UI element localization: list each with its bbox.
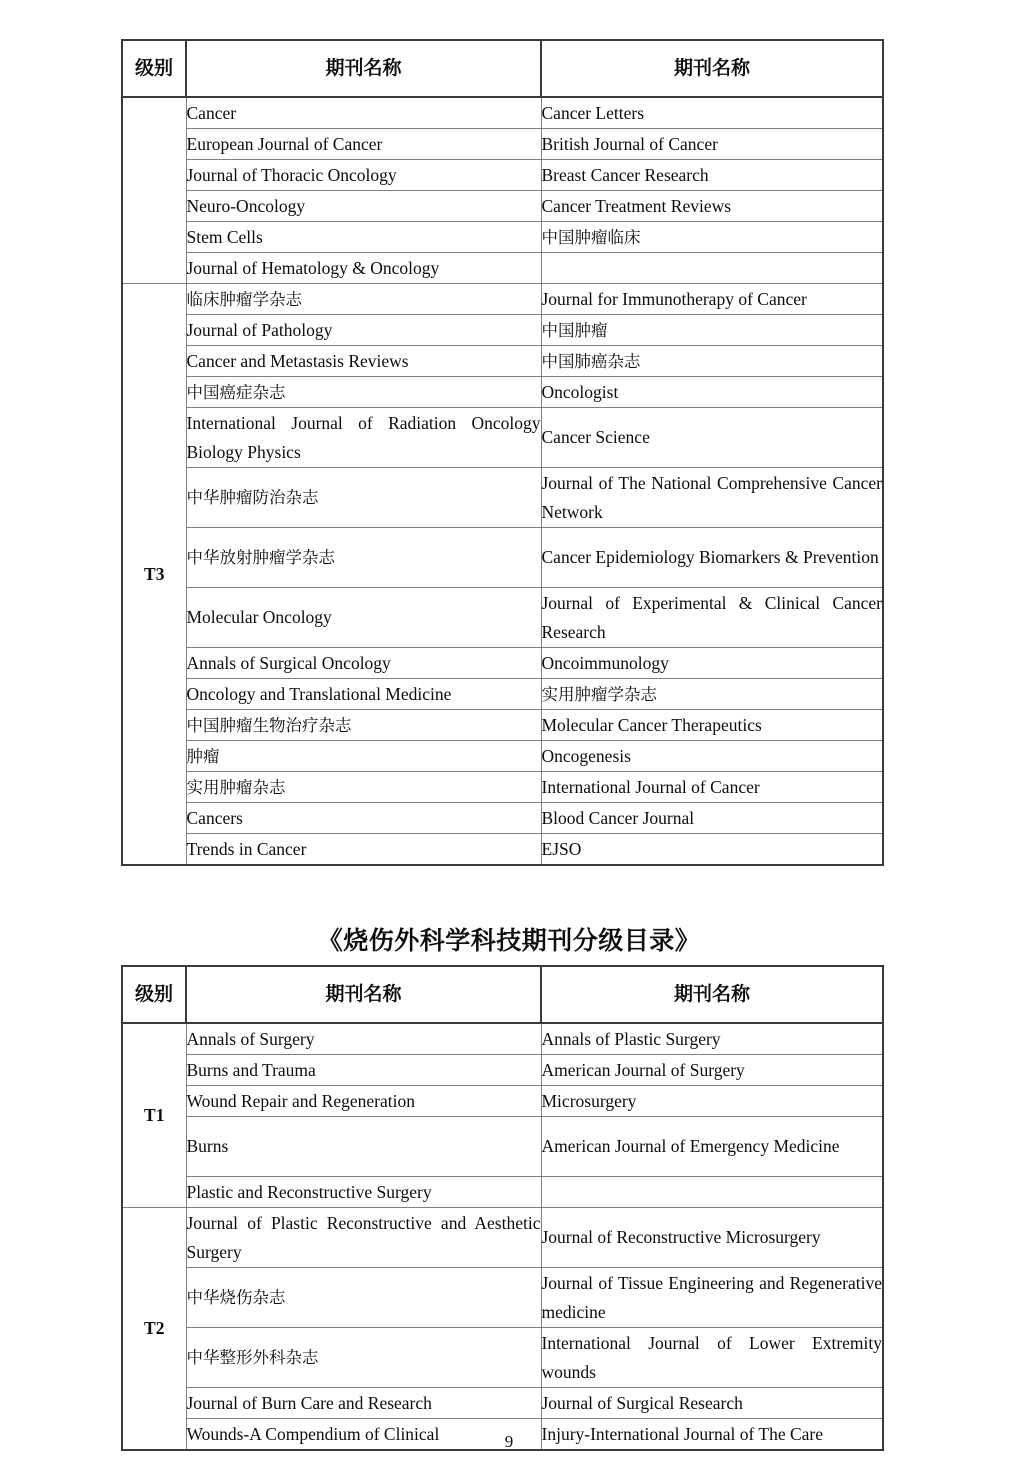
table-row [122,222,883,253]
table-row [122,1177,883,1208]
table-row [122,1117,883,1177]
journal-cell-2: International Journal of Cancer [541,772,883,803]
journal-cell-1: 中华肿瘤防治杂志 [186,468,541,528]
level-cell: T1 [122,1023,186,1208]
journal-cell-2: British Journal of Cancer [541,129,883,160]
journal-cell-2: Oncoimmunology [541,648,883,679]
journal-cell-2: Breast Cancer Research [541,160,883,191]
header-level: 级别 [122,966,186,1023]
journal-cell-1: 中华放射肿瘤学杂志 [186,528,541,588]
table-row [122,1023,883,1055]
table-row [122,588,883,648]
table-row [122,315,883,346]
journal-cell-1: Annals of Surgical Oncology [186,648,541,679]
journal-cell-1: Neuro-Oncology [186,191,541,222]
journal-cell-2: American Journal of Emergency Medicine [541,1117,883,1177]
header-journal-1: 期刊名称 [186,966,541,1023]
journal-cell-1: Journal of Plastic Reconstructive and Aesthetic Surgery [186,1208,541,1268]
table-row [122,648,883,679]
journal-cell-2: 中国肿瘤 [541,315,883,346]
table-row [122,284,883,315]
journal-cell-1: 实用肿瘤杂志 [186,772,541,803]
journal-cell-1: Trends in Cancer [186,834,541,866]
journal-cell-1: Burns [186,1117,541,1177]
journal-cell-1: Stem Cells [186,222,541,253]
table-row [122,408,883,468]
journal-cell-1: 肿瘤 [186,741,541,772]
table-row [122,1208,883,1268]
table-row [122,741,883,772]
journal-cell-1: Annals of Surgery [186,1023,541,1055]
journal-cell-2: Cancer Science [541,408,883,468]
journal-cell-2: EJSO [541,834,883,866]
table-row [122,346,883,377]
journal-cell-1: 临床肿瘤学杂志 [186,284,541,315]
journal-cell-1: Burns and Trauma [186,1055,541,1086]
table-row [122,1268,883,1328]
table-row [122,679,883,710]
journal-cell-2 [541,1177,883,1208]
table-body [122,1023,883,1450]
level-cell: T3 [122,284,186,866]
table-row [122,253,883,284]
journal-cell-1: 中国肿瘤生物治疗杂志 [186,710,541,741]
journal-cell-2: Journal for Immunotherapy of Cancer [541,284,883,315]
table-row [122,772,883,803]
journal-cell-1: Plastic and Reconstructive Surgery [186,1177,541,1208]
journal-cell-1: Journal of Hematology & Oncology [186,253,541,284]
page-number: 9 [504,1432,514,1451]
journal-cell-2: Journal of Reconstructive Microsurgery [541,1208,883,1268]
journal-cell-1: Cancers [186,803,541,834]
table-body [122,97,883,865]
journal-cell-2: Cancer Epidemiology Biomarkers & Prevention [541,528,883,588]
table-row [122,191,883,222]
journal-cell-2: Microsurgery [541,1086,883,1117]
table-row [122,468,883,528]
journal-cell-2: Cancer Treatment Reviews [541,191,883,222]
journal-cell-2: 中国肺癌杂志 [541,346,883,377]
journal-cell-1: Journal of Burn Care and Research [186,1388,541,1419]
journal-cell-2: Annals of Plastic Surgery [541,1023,883,1055]
table-header [122,40,883,97]
journal-cell-2: Journal of Experimental & Clinical Cancer Research [541,588,883,648]
level-cell [122,97,186,284]
journal-cell-1: Journal of Thoracic Oncology [186,160,541,191]
table-row [122,1328,883,1388]
journal-cell-1: 中国癌症杂志 [186,377,541,408]
journal-cell-2: Journal of Surgical Research [541,1388,883,1419]
table-row [122,803,883,834]
table-row [122,160,883,191]
journal-cell-1: European Journal of Cancer [186,129,541,160]
header-journal-2: 期刊名称 [541,40,883,97]
table-row [122,710,883,741]
table-row [122,1086,883,1117]
table-row [122,129,883,160]
journal-cell-2: 中国肿瘤临床 [541,222,883,253]
table-row [122,97,883,129]
burn-journal-table [121,965,884,1451]
journal-cell-1: Molecular Oncology [186,588,541,648]
journal-cell-2: Journal of Tissue Engineering and Regenerative medicine [541,1268,883,1328]
table-row [122,1055,883,1086]
header-journal-1: 期刊名称 [186,40,541,97]
oncology-journal-table [121,39,884,866]
journal-cell-2: Blood Cancer Journal [541,803,883,834]
journal-cell-2: Molecular Cancer Therapeutics [541,710,883,741]
journal-cell-1: International Journal of Radiation Oncology Biology Physics [186,408,541,468]
header-row [122,40,883,97]
journal-cell-2: Oncologist [541,377,883,408]
journal-cell-2: American Journal of Surgery [541,1055,883,1086]
journal-cell-2 [541,253,883,284]
journal-cell-1: Journal of Pathology [186,315,541,346]
journal-cell-2: Journal of The National Comprehensive Cancer Network [541,468,883,528]
journal-cell-1: Wounds-A Compendium of Clinical [186,1419,541,1451]
burn-section-title: 《烧伤外科学科技期刊分级目录》 [317,926,701,955]
header-journal-2: 期刊名称 [541,966,883,1023]
journal-cell-2: Cancer Letters [541,97,883,129]
journal-cell-2: International Journal of Lower Extremity wounds [541,1328,883,1388]
journal-cell-1: 中华烧伤杂志 [186,1268,541,1328]
table-row [122,834,883,866]
table-header [122,966,883,1023]
table-row [122,1388,883,1419]
journal-cell-1: Cancer [186,97,541,129]
table-row [122,528,883,588]
table-row [122,377,883,408]
journal-cell-1: Oncology and Translational Medicine [186,679,541,710]
level-cell: T2 [122,1208,186,1451]
journal-cell-2: 实用肿瘤学杂志 [541,679,883,710]
journal-cell-1: Wound Repair and Regeneration [186,1086,541,1117]
journal-cell-1: Cancer and Metastasis Reviews [186,346,541,377]
header-level: 级别 [122,40,186,97]
journal-cell-2: Injury-International Journal of The Care [541,1419,883,1451]
journal-cell-2: Oncogenesis [541,741,883,772]
journal-cell-1: 中华整形外科杂志 [186,1328,541,1388]
header-row [122,966,883,1023]
